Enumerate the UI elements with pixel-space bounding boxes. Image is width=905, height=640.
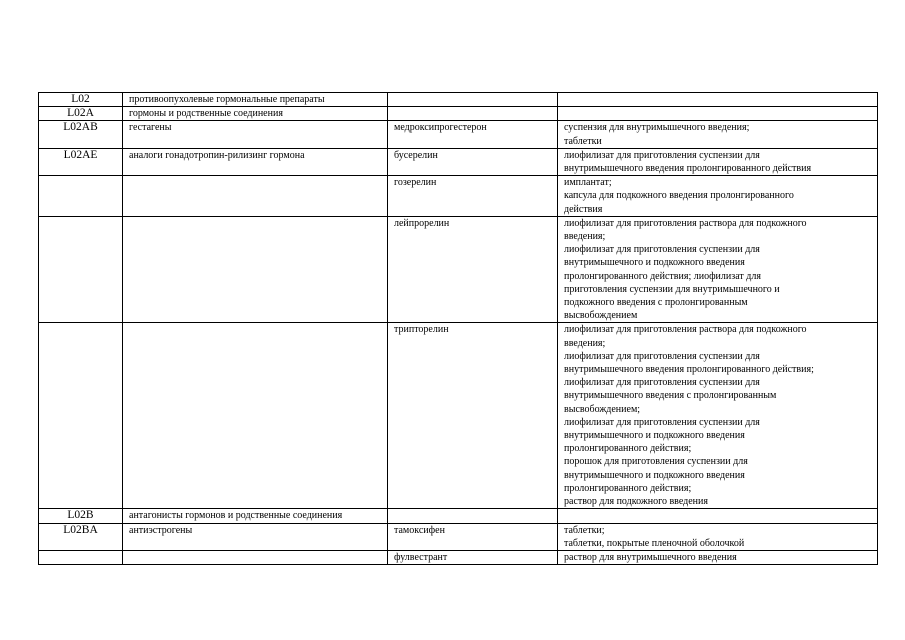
group-name-cell: противоопухолевые гормональные препараты [123,93,388,107]
dosage-form-line: раствор для внутримышечного введения [564,551,737,563]
table-row [39,509,878,523]
atc-code-cell: L02A [39,107,123,121]
atc-code-cell [39,550,123,564]
dosage-form-line: внутримышечного и подкожного введения [564,257,745,269]
dosage-form-line: пролонгированного действия; лиофилизат для [564,270,761,282]
dosage-form-line: внутримышечного введения пролонгированного действия; [564,364,814,376]
dosage-form-line: лиофилизат для приготовления суспензии для [564,149,760,161]
dosage-forms-cell [558,216,878,323]
atc-code-cell: L02 [39,93,123,107]
dosage-form-line: приготовления суспензии для внутримышечного и [564,283,780,295]
substance-cell: медроксипрогестерон [388,121,558,148]
substance-cell: бусерелин [388,148,558,175]
dosage-form-line: подкожного введения с пролонгированным [564,297,748,309]
atc-code-cell [39,176,123,217]
group-name-cell: гормоны и родственные соединения [123,107,388,121]
dosage-form-line: раствор для подкожного введения [564,496,708,508]
substance-cell: тамоксифен [388,523,558,550]
group-name-cell: аналоги гонадотропин-рилизинг гормона [123,148,388,175]
dosage-forms-cell [558,121,878,148]
atc-code-cell: L02B [39,509,123,523]
dosage-form-line: пролонгированного действия; [564,443,692,455]
group-name-cell: антиэстрогены [123,523,388,550]
group-name-cell [123,176,388,217]
dosage-forms-cell [558,176,878,217]
table-row [39,121,878,148]
substance-cell: лейпрорелин [388,216,558,323]
dosage-form-line: таблетки, покрытые пленочной оболочкой [564,537,745,549]
dosage-form-line: высвобождением [564,310,638,322]
group-name-cell: гестагены [123,121,388,148]
dosage-form-line: высвобождением; [564,403,641,415]
substance-cell [388,509,558,523]
dosage-forms-cell [558,550,878,564]
table-row [39,216,878,323]
dosage-form-line: действия [564,203,603,215]
dosage-forms-cell [558,323,878,509]
dosage-form-line: пролонгированного действия; [564,482,692,494]
table-row [39,323,878,509]
dosage-forms-cell [558,148,878,175]
dosage-form-line: внутримышечного введения с пролонгированным [564,390,777,402]
drug-table [38,92,878,565]
table-body [39,93,878,565]
dosage-forms-cell [558,93,878,107]
substance-cell: фулвестрант [388,550,558,564]
dosage-form-line: имплантат; [564,177,612,189]
atc-code-cell: L02BA [39,523,123,550]
group-name-cell: антагонисты гормонов и родственные соединения [123,509,388,523]
table-row [39,107,878,121]
dosage-forms-cell [558,107,878,121]
dosage-form-line: введения; [564,337,606,349]
dosage-form-line: суспензия для внутримышечного введения; [564,122,750,134]
atc-code-cell: L02AE [39,148,123,175]
group-name-cell [123,323,388,509]
dosage-form-line: лиофилизат для приготовления суспензии для [564,377,760,389]
substance-cell: гозерелин [388,176,558,217]
dosage-form-line: лиофилизат для приготовления раствора для подкожного [564,324,807,336]
group-name-cell [123,550,388,564]
table-row [39,148,878,175]
table-row [39,550,878,564]
group-name-cell [123,216,388,323]
substance-cell [388,107,558,121]
dosage-form-line: лиофилизат для приготовления раствора для подкожного [564,217,807,229]
dosage-form-line: внутримышечного и подкожного введения [564,469,745,481]
dosage-form-line: порошок для приготовления суспензии для [564,456,748,468]
dosage-form-line: внутримышечного введения пролонгированного действия [564,163,812,175]
table-row [39,176,878,217]
dosage-form-line: внутримышечного и подкожного введения [564,430,745,442]
atc-code-cell: L02AB [39,121,123,148]
dosage-form-line: таблетки [564,135,602,147]
dosage-form-line: капсула для подкожного введения пролонгированного [564,190,794,202]
dosage-forms-cell [558,509,878,523]
substance-cell [388,93,558,107]
atc-code-cell [39,216,123,323]
dosage-form-line: введения; [564,231,606,243]
dosage-form-line: лиофилизат для приготовления суспензии для [564,244,760,256]
dosage-form-line: лиофилизат для приготовления суспензии для [564,350,760,362]
table-row [39,523,878,550]
table-row [39,93,878,107]
substance-cell: трипторелин [388,323,558,509]
atc-code-cell [39,323,123,509]
dosage-forms-cell [558,523,878,550]
dosage-form-line: лиофилизат для приготовления суспензии для [564,416,760,428]
dosage-form-line: таблетки; [564,524,605,536]
